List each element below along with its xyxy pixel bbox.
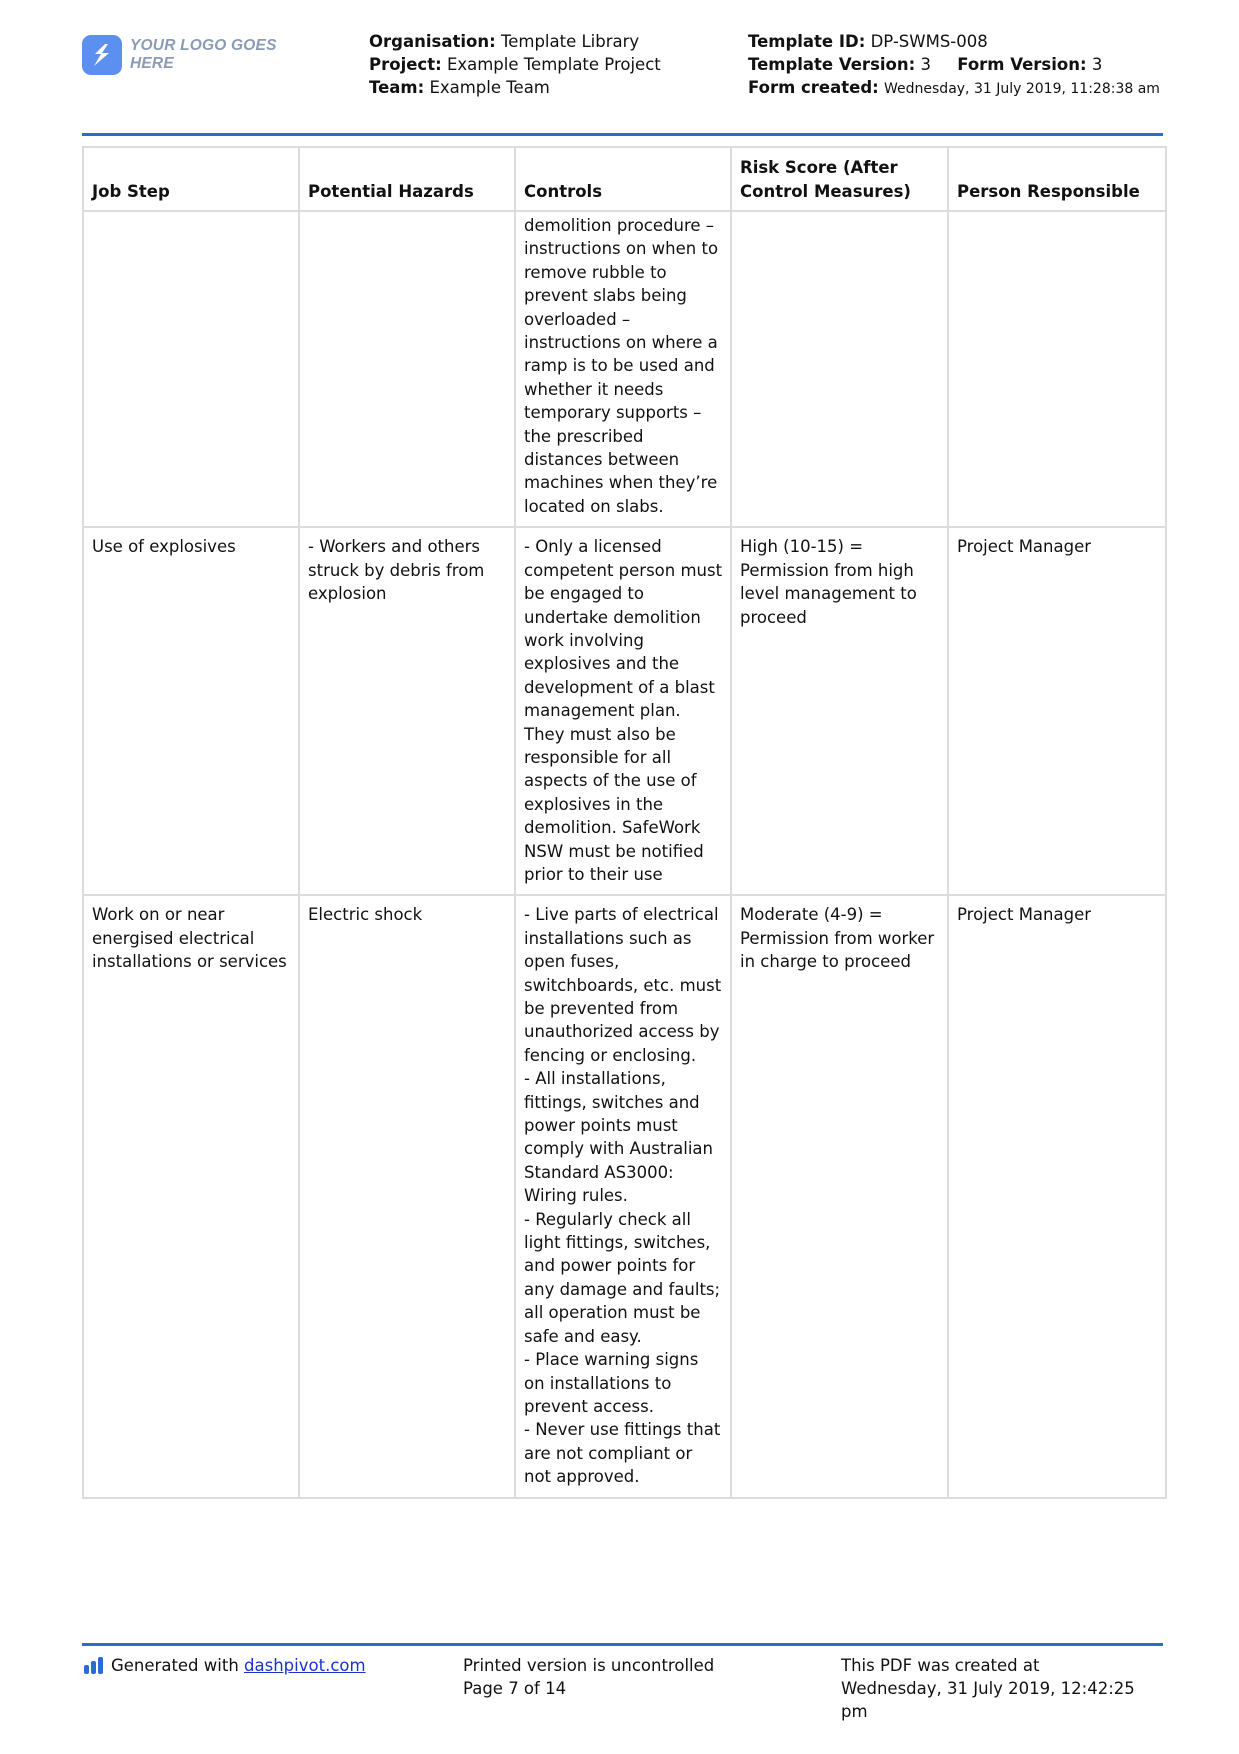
column-header-job-step: Job Step [83, 147, 299, 211]
header-meta-left [369, 30, 749, 99]
team-line [369, 76, 749, 99]
form-version-label: Form Version: [957, 55, 1087, 74]
table-row [83, 527, 1166, 895]
form-created-line [748, 76, 1168, 101]
table-header-row [83, 147, 1166, 211]
generated-prefix: Generated with [111, 1656, 239, 1675]
cell-hazards [299, 211, 515, 527]
footer-generated [84, 1654, 366, 1677]
page-number: Page 7 of 14 [463, 1679, 567, 1698]
organisation-label: Organisation: [369, 32, 496, 51]
cell-person: Project Manager [948, 527, 1166, 895]
company-logo [82, 34, 322, 76]
created-timestamp: Wednesday, 31 July 2019, 12:42:25 pm [841, 1679, 1135, 1721]
form-created-label: Form created: [748, 78, 879, 97]
cell-person [948, 211, 1166, 527]
project-label: Project: [369, 55, 442, 74]
cell-risk: Moderate (4-9) = Permission from worker in charge to proceed [731, 895, 948, 1497]
swms-steps-table [82, 146, 1167, 1499]
column-header-person: Person Responsible [948, 147, 1166, 211]
team-label: Team: [369, 78, 425, 97]
cell-job-step [83, 211, 299, 527]
column-header-risk: Risk Score (After Control Measures) [731, 147, 948, 211]
logo-icon [82, 35, 122, 75]
template-id-label: Template ID: [748, 32, 866, 51]
logo-text: YOUR LOGO GOES HERE [130, 37, 277, 72]
cell-controls: - Only a licensed competent person must be engaged to undertake demolition work involving explosives and the development of a blast management plan. They must also be responsible for all aspects of the use of explosives in the demolition. SafeWork NSW must be notified prior to their use [515, 527, 731, 895]
cell-controls: demolition procedure – instructions on when to remove rubble to prevent slabs being overloaded – instructions on where a ramp is to be used and whether it needs temporary supports – the prescribed distances between machines when they’re located on slabs. [515, 211, 731, 527]
template-id-value: DP-SWMS-008 [870, 32, 988, 51]
cell-risk [731, 211, 948, 527]
footer-right [841, 1654, 1161, 1723]
project-line [369, 53, 749, 76]
table-row [83, 895, 1166, 1497]
dashpivot-bars-icon [84, 1657, 103, 1674]
table-row [83, 211, 1166, 527]
team-value: Example Team [429, 78, 550, 97]
project-value: Example Template Project [446, 55, 661, 74]
header-divider [82, 133, 1163, 136]
form-created-value: Wednesday, 31 July 2019, 11:28:38 am [884, 81, 1160, 97]
version-line [748, 53, 1168, 76]
organisation-value: Template Library [500, 32, 640, 51]
cell-job-step: Work on or near energised electrical installations or services [83, 895, 299, 1497]
template-version-value: 3 [920, 55, 931, 74]
created-prefix: This PDF was created at [841, 1656, 1040, 1675]
template-version-label: Template Version: [748, 55, 916, 74]
dashpivot-link[interactable]: dashpivot.com [244, 1656, 366, 1675]
template-id-line [748, 30, 1168, 53]
cell-risk: High (10-15) = Permission from high level management to proceed [731, 527, 948, 895]
header-meta-right [748, 30, 1168, 101]
cell-hazards: - Workers and others struck by debris from explosion [299, 527, 515, 895]
cell-controls: - Live parts of electrical installations such as open fuses, switchboards, etc. must be prevented from unauthorized access by fencing or enclosing. - All installations, fittings, switches and power points must comply with Australian Standard AS3000: Wiring rules. - Regularly check all light fittings, switches, and power points for any damage and faults; all operation must be safe and easy. - Place warning signs on installations to prevent access. - Never use fittings that are not compliant or not approved. [515, 895, 731, 1497]
organisation-line [369, 30, 749, 53]
uncontrolled-notice: Printed version is uncontrolled [463, 1656, 715, 1675]
footer-divider [82, 1643, 1163, 1646]
cell-job-step: Use of explosives [83, 527, 299, 895]
cell-person: Project Manager [948, 895, 1166, 1497]
footer-middle [463, 1654, 714, 1700]
form-version-value: 3 [1091, 55, 1103, 74]
document-header [82, 30, 1162, 130]
column-header-hazards: Potential Hazards [299, 147, 515, 211]
column-header-controls: Controls [515, 147, 731, 211]
cell-hazards: Electric shock [299, 895, 515, 1497]
